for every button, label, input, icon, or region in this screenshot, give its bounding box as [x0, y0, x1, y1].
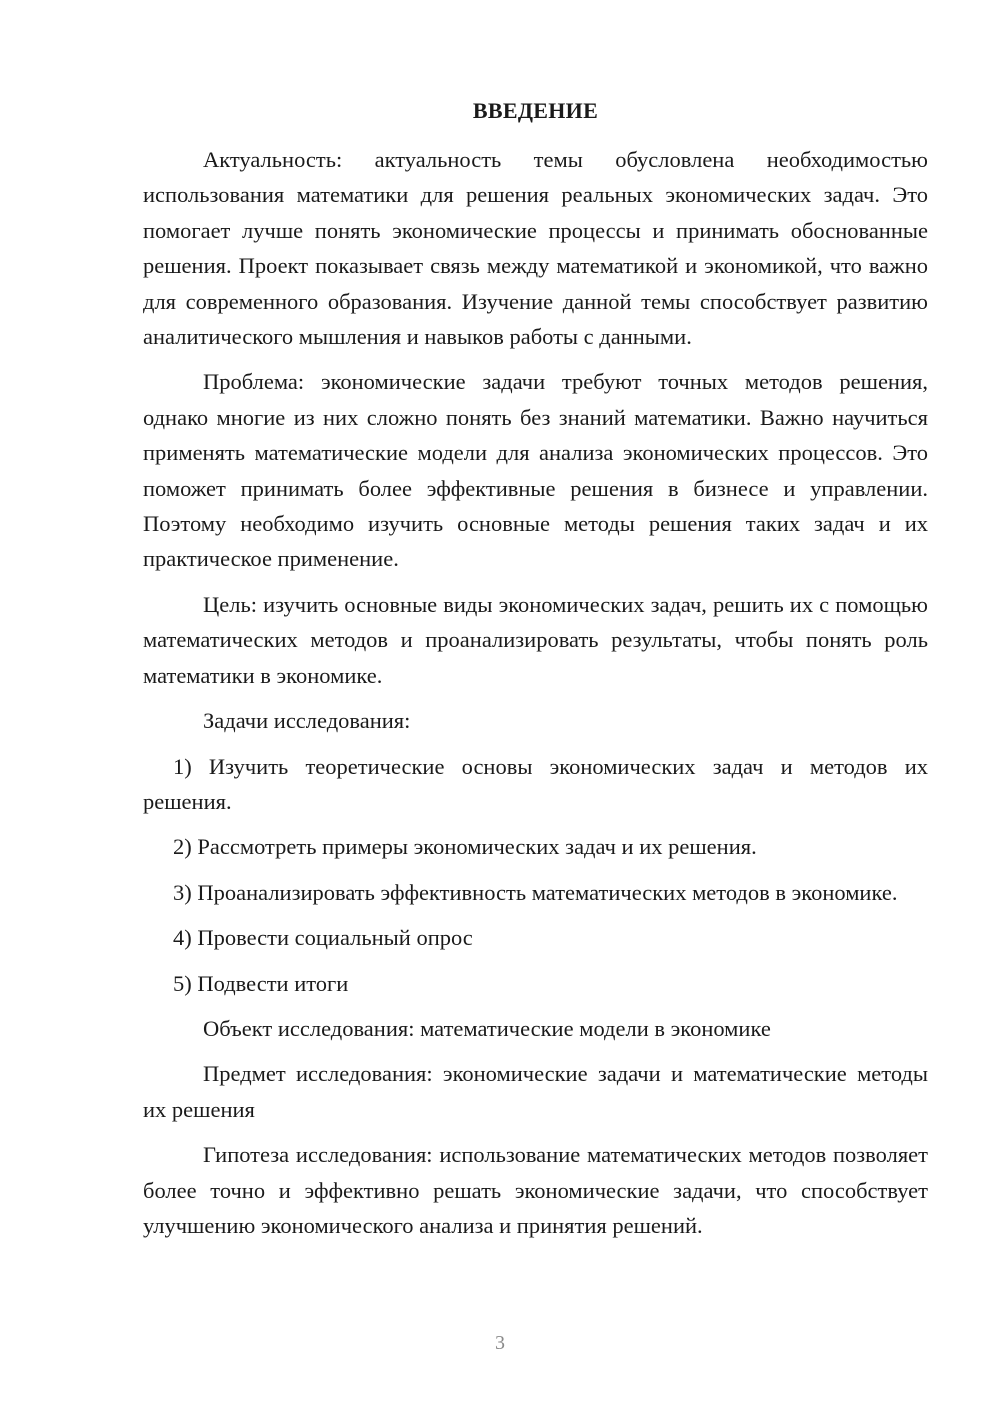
paragraph-relevance: Актуальность: актуальность темы обусловлена необходимостью использования математики для решения реальных экономических задач. Это помогает лучше понять экономические процессы и принимать обоснованные решения. Проект показывает связь между математикой и экономикой, что важно для современного образования. Изучение данной темы способствует развитию аналитического мышления и навыков работы с данными. [143, 147, 928, 350]
document-body [143, 142, 928, 1253]
list-item: 4) Провести социальный опрос [173, 925, 473, 951]
paragraph-subject: Предмет исследования: экономические задачи и математические методы их решения [143, 1061, 928, 1122]
section-heading: ВВЕДЕНИЕ [472, 98, 599, 123]
paragraph-hypothesis: Гипотеза исследования: использование математических методов позволяет более точно и эффективно решать экономические задачи, что способствует улучшению экономического анализа и принятия решений. [143, 1142, 928, 1238]
list-item: 1) Изучить теоретические основы экономических задач и методов их решения. [143, 753, 928, 814]
list-item: 2) Рассмотреть примеры экономических задач и их решения. [173, 834, 757, 860]
list-item: 3) Проанализировать эффективность математических методов в экономике. [173, 879, 898, 905]
paragraph-tasks-heading: Задачи исследования: [203, 708, 411, 734]
paragraph-goal: Цель: изучить основные виды экономических задач, решить их с помощью математических методов и проанализировать результаты, чтобы понять роль математики в экономике. [143, 591, 928, 688]
page-number: 3 [495, 1332, 505, 1354]
list-item: 5) Подвести итоги [173, 970, 349, 996]
paragraph-problem: Проблема: экономические задачи требуют точных методов решения, однако многие из них сложно понять без знаний математики. Важно научиться применять математические модели для анализа экономических процессов. Это поможет принимать более эффективные решения в бизнесе и управлении. Поэтому необходимо изучить основные методы решения таких задач и их практическое применение. [143, 369, 928, 572]
paragraph-object: Объект исследования: математические модели в экономике [203, 1015, 771, 1041]
